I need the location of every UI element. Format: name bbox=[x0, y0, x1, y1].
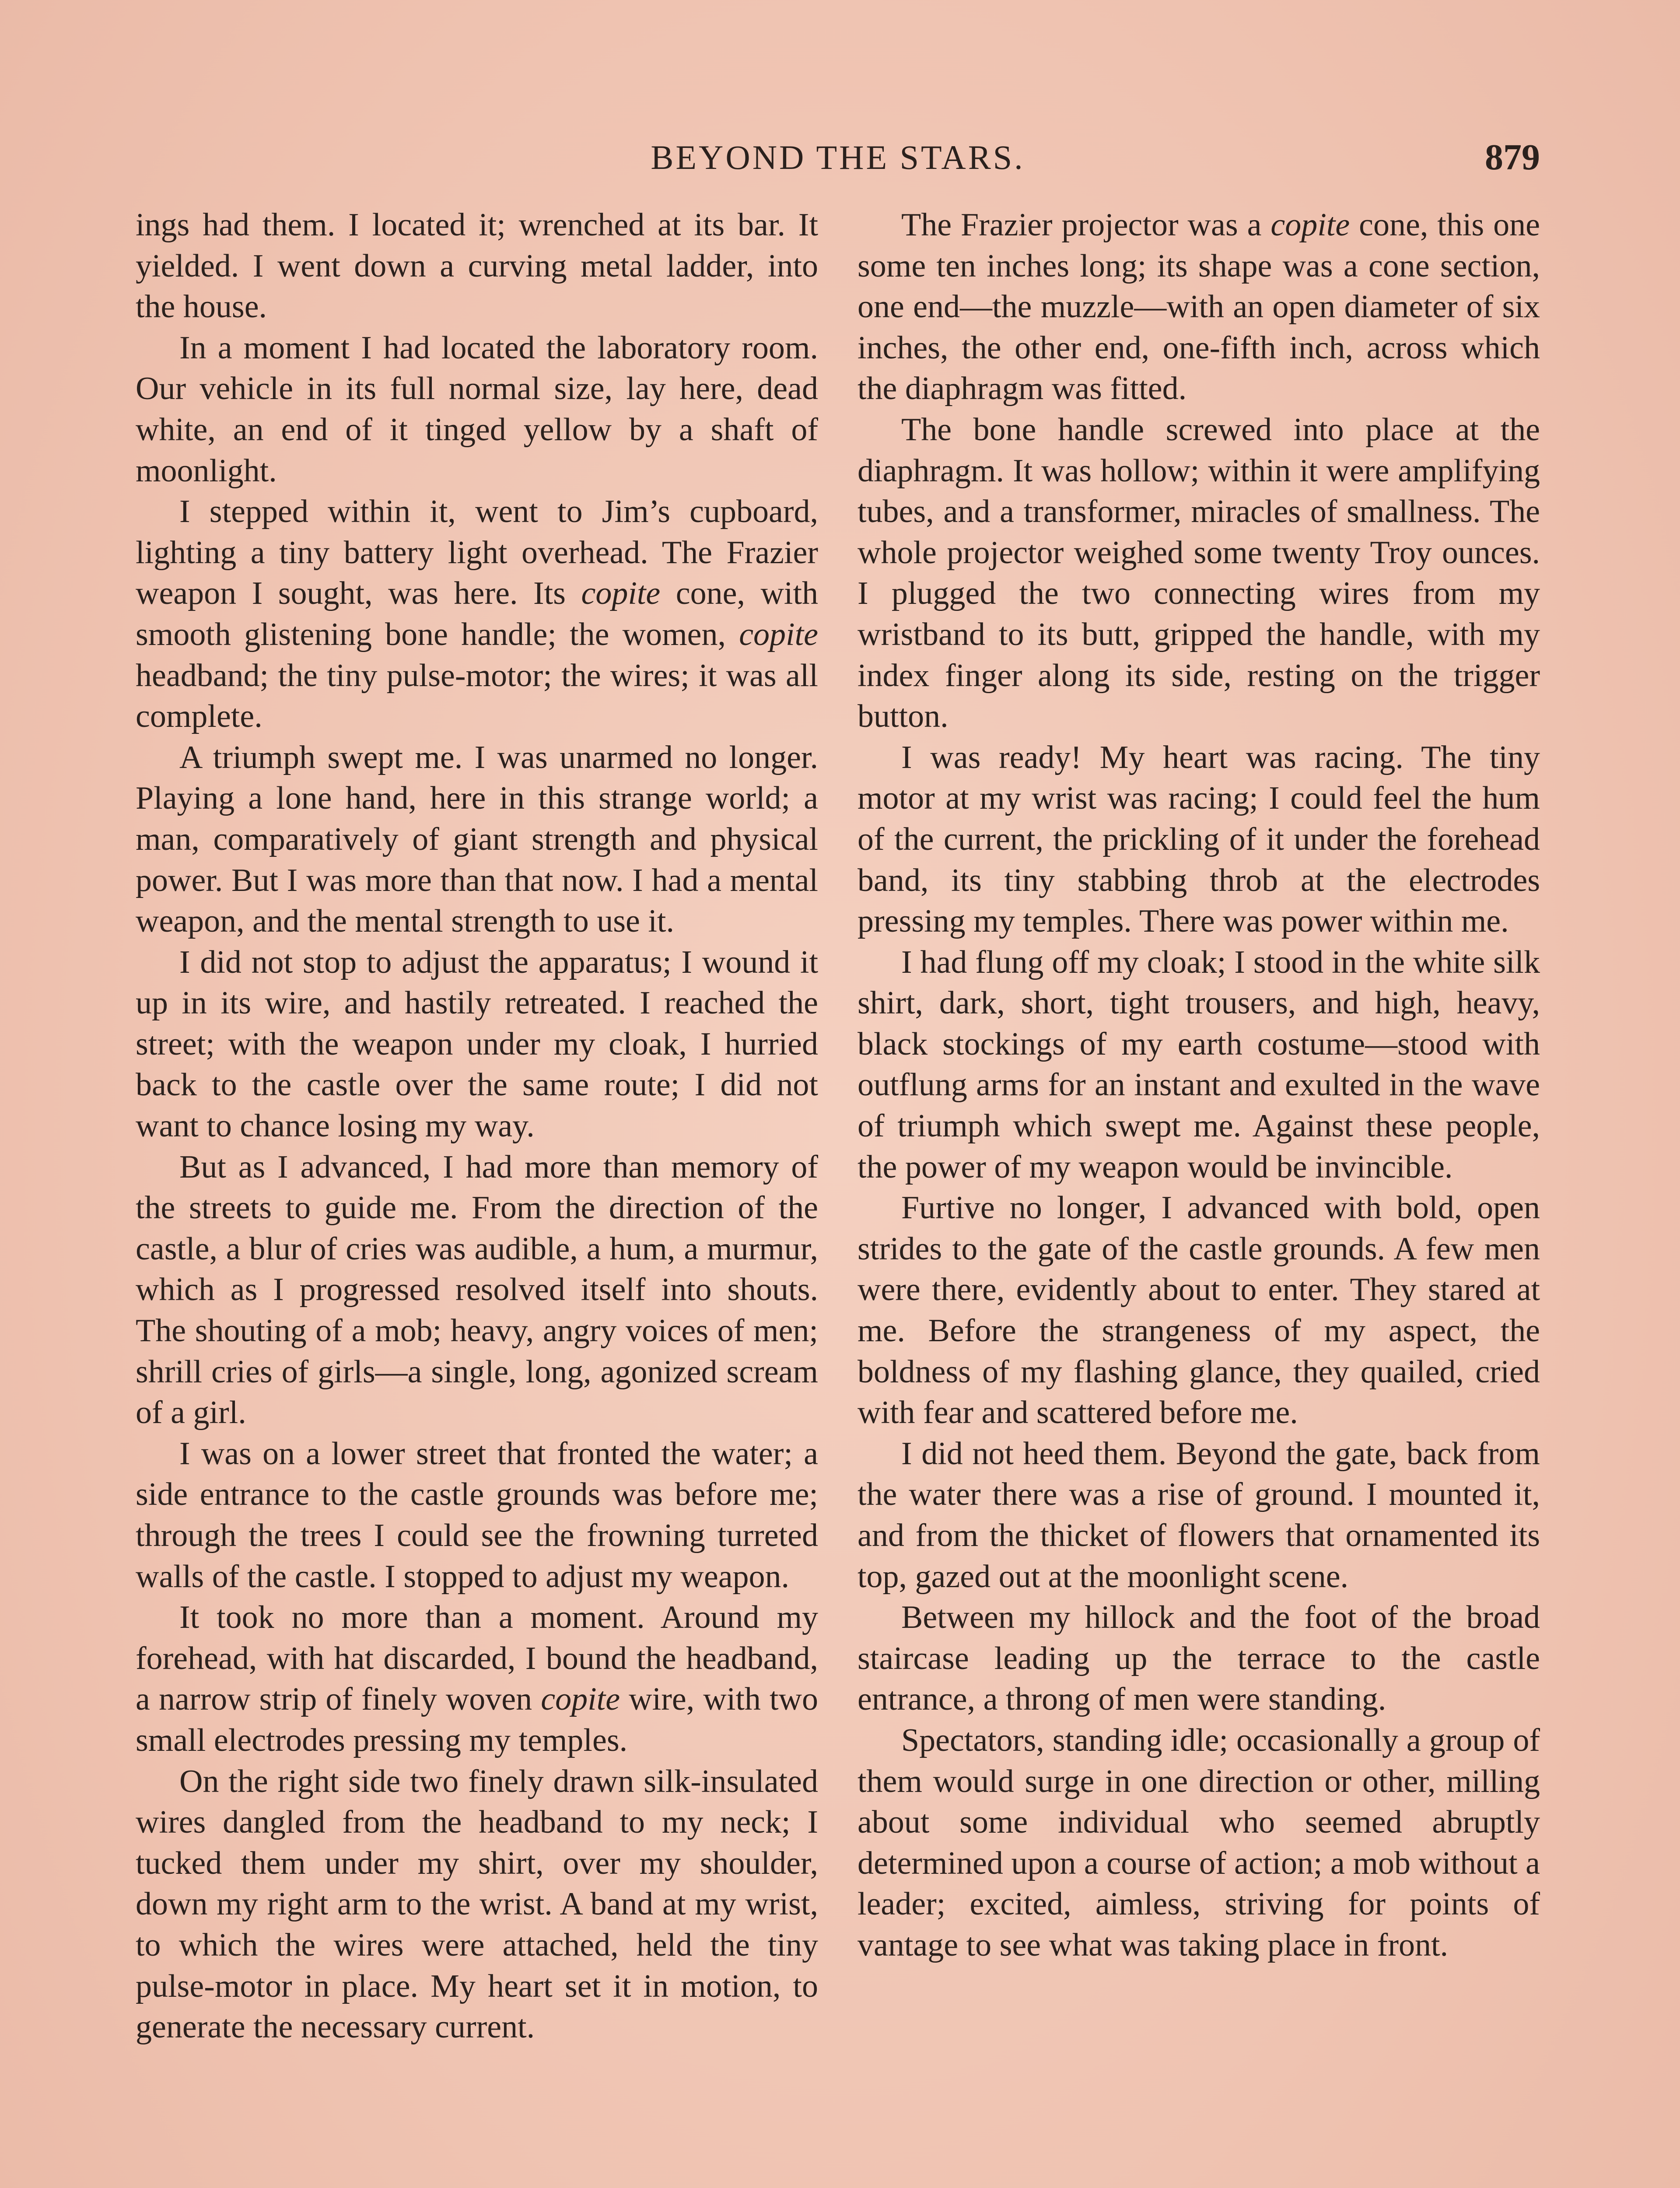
paragraph: A triumph swept me. I was unarmed no longer. Playing a lone hand, here in this strange world; a man, comparatively of giant strength and physical power. But I was more than that now. I had a mental weapon, and the mental strength to use it. bbox=[136, 739, 818, 940]
paragraph: I did not heed them. Beyond the gate, back from the water there was a rise of ground. I mounted it, and from the thicket of flowers that ornamented its top, gazed out at the moonlight scene. bbox=[858, 1435, 1540, 1595]
paragraph: The bone handle screwed into place at the diaphragm. It was hollow; within it were amplifying tubes, and a transformer, miracles of smallness. The whole projector weighed some twenty Troy ounces. I plugged the two connecting wires from my wristband to its butt, gripped the handle, with my index finger along its side, resting on the trigger button. bbox=[858, 411, 1540, 735]
running-head: BEYOND THE STARS. bbox=[651, 138, 1025, 176]
paragraph: The Frazier projector was a copite cone, this one some ten inches long; its shape was a cone section, one end—the muzzle—with an open diameter of six inches, the other end, one-fifth inch, across which the diaphragm was fitted. bbox=[858, 207, 1540, 407]
paragraph: In a moment I had located the laboratory room. Our vehicle in its full normal size, lay here, dead white, an end of it tinged yellow by a shaft of moonlight. bbox=[136, 330, 818, 489]
paragraph: I had flung off my cloak; I stood in the white silk shirt, dark, short, tight trousers, and high, heavy, black stockings of my earth costume—stood with outflung arms for an instant and exulted in the wave of triumph which swept me. Against these people, the power of my weapon would be invincible. bbox=[858, 944, 1540, 1185]
paragraph: But as I advanced, I had more than memory of the streets to guide me. From the direction of the castle, a blur of cries was audible, a hum, a murmur, which as I progressed resolved itself into shouts. The shouting of a mob; heavy, angry voices of men; shrill cries of girls—a single, long, agonized scream of a girl. bbox=[136, 1149, 818, 1431]
paragraph: I was ready! My heart was racing. The tiny motor at my wrist was racing; I could feel the hum of the current, the prickling of it under the forehead band, its tiny stabbing throb at the electrodes pressing my temples. There was power within me. bbox=[858, 739, 1540, 940]
right-text-column bbox=[858, 205, 1540, 1966]
paragraph: Spectators, standing idle; occasionally a group of them would surge in one direction or other, milling about some individual who seemed abruptly determined upon a course of action; a mob without a leader; excited, aimless, striving for points of vantage to see what was taking place in front. bbox=[858, 1722, 1540, 1963]
paragraph: Between my hillock and the foot of the broad staircase leading up the terrace to the castle entrance, a throng of men were standing. bbox=[858, 1599, 1540, 1718]
paragraph: Furtive no longer, I advanced with bold, open strides to the gate of the castle grounds. A few men were there, evidently about to enter. They stared at me. Before the strangeness of my aspect, the boldness of my flashing glance, they quailed, cried with fear and scattered before me. bbox=[858, 1190, 1540, 1431]
paragraph: I did not stop to adjust the apparatus; I wound it up in its wire, and hastily retreated. I reached the street; with the weapon under my cloak, I hurried back to the castle over the same route; I did not want to chance losing my way. bbox=[136, 944, 818, 1144]
paragraph: On the right side two finely drawn silk-insulated wires dangled from the headband to my neck; I tucked them under my shirt, over my shoulder, down my right arm to the wrist. A band at my wrist, to which the wires were attached, held the tiny pulse-motor in place. My heart set it in motion, to generate the necessary current. bbox=[136, 1763, 818, 2045]
page-number: 879 bbox=[1485, 137, 1540, 178]
paragraph: I was on a lower street that fronted the water; a side entrance to the castle grounds was before me; through the trees I could see the frowning turreted walls of the castle. I stopped to adjust my weapon. bbox=[136, 1435, 818, 1595]
paragraph: I stepped within it, went to Jim’s cupboard, lighting a tiny battery light overhead. The Frazier weapon I sought, was here. Its copite cone, with smooth glistening bone handle; the women, copite headband; the tiny pulse-motor; the wires; it was all complete. bbox=[136, 494, 819, 735]
paragraph: ings had them. I located it; wrenched at its bar. It yielded. I went down a curving metal ladder, into the house. bbox=[136, 207, 818, 325]
paragraph: It took no more than a moment. Around my forehead, with hat discarded, I bound the headband, a narrow strip of finely woven copite wire, with two small electrodes pressing my temples. bbox=[136, 1599, 818, 1758]
page-header bbox=[136, 127, 1540, 188]
left-text-column bbox=[136, 205, 818, 2048]
